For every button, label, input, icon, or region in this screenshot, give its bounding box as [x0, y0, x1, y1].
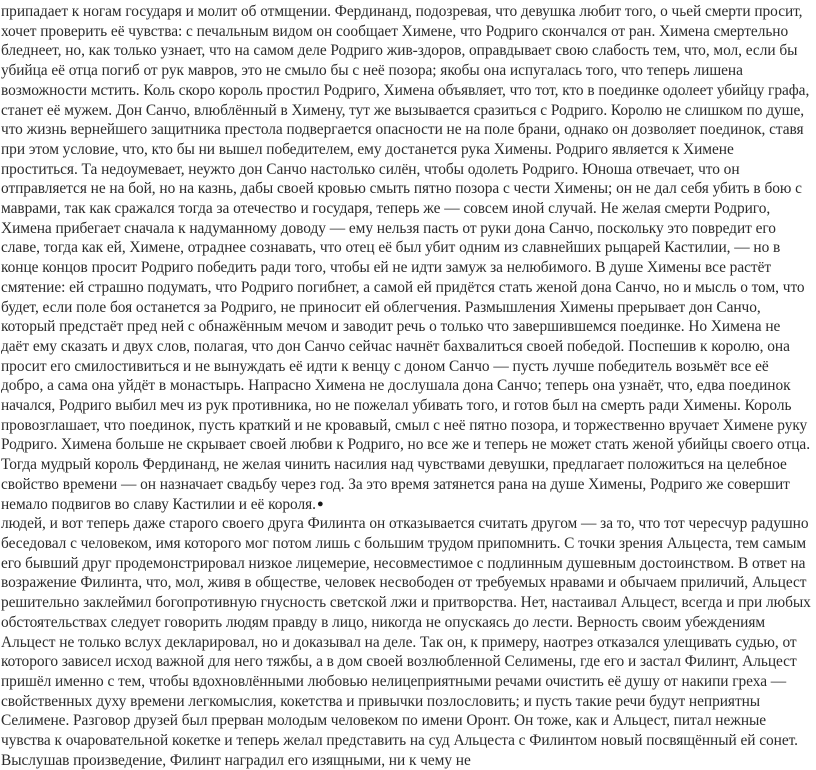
- paragraph: [1, 2, 812, 514]
- bullet-dot-icon: ●: [316, 497, 324, 510]
- paragraph: [1, 514, 812, 770]
- paragraph-text: припадает к ногам государя и молит об отмщении. Фердинанд, подозревая, что девушка любит того, о чьей смерти просит, хочет проверить её чувства: с печальным видом он сообщает Химене, что Родриго скончался от ран. Химена смертельно бледнеет, но, как только узнает, что на самом деле Родриго жив-здоров, оправдывает свою слабость тем, что, мол, если бы убийца её отца погиб от рук мавров, это не смыло бы с неё позора; якобы она испугалась того, что теперь лишена возможности мстить. Коль скоро король простил Родриго, Химена объявляет, что тот, кто в поединке одолеет убийцу графа, станет её мужем. Дон Санчо, влюблённый в Химену, тут же вызывается сразиться с Родриго. Королю не слишком по душе, что жизнь вернейшего защитника престола подвергается опасности не на поле брани, однако он дозволяет поединок, ставя при этом условие, что, кто бы ни вышел победителем, ему достанется рука Химены. Родриго является к Химене проститься. Та недоумевает, неужто дон Санчо настолько силён, чтобы одолеть Родриго. Юноша отвечает, что он отправляется не на бой, но на казнь, дабы своей кровью смыть пятно позора с чести Химены; он не дал себя убить в бою с маврами, так как сражался тогда за отечество и государя, теперь же — совсем иной случай. Не желая смерти Родриго, Химена прибегает сначала к надуманному доводу — ему нельзя пасть от руки дона Санчо, поскольку это повредит его славе, тогда как ей, Химене, отраднее сознавать, что отец её был убит одним из славнейших рыцарей Кастилии, — но в конце концов просит Родриго победить ради того, чтобы ей не идти замуж за нелюбимого. В душе Химены все растёт смятение: ей страшно подумать, что Родриго погибнет, а самой ей придётся стать женой дона Санчо, но и мысль о том, что будет, если поле боя останется за Родриго, не приносит ей облегчения. Размышления Химены прерывает дон Санчо, который предстаёт пред ней с обнажённым мечом и заводит речь о только что завершившемся поединке. Но Химена не даёт ему сказать и двух слов, полагая, что дон Санчо сейчас начнёт бахвалиться своей победой. Поспешив к королю, она просит его смилостивиться и не вынуждать её идти к венцу с доном Санчо — пусть лучше победитель возьмёт все её добро, а сама она уйдёт в монастырь. Напрасно Химена не дослушала дона Санчо; теперь она узнаёт, что, едва поединок начался, Родриго выбил меч из рук противника, но не пожелал убивать того, и готов был на смерть ради Химены. Король провозглашает, что поединок, пусть краткий и не кровавый, смыл с неё пятно позора, и торжественно вручает Химене руку Родриго. Химена больше не скрывает своей любви к Родриго, но все же и теперь не может стать женой убийцы своего отца. Тогда мудрый король Фердинанд, не желая чинить насилия над чувствами девушки, предлагает положиться на целебное свойство времени — он назначает свадьбу через год. За это время затянется рана на душе Химены, Родриго же совершит немало подвигов во славу Кастилии и её короля.: [1, 3, 811, 513]
- paragraph-text: людей, и вот теперь даже старого своего друга Филинта он отказывается считать другом — за то, что тот чересчур радушно беседовал с человеком, имя которого мог потом лишь с большим трудом припомнить. С точки зрения Альцеста, тем самым его бывший друг продемонстрировал низкое лицемерие, несовместимое с подлинным душевным достоинством. В ответ на возражение Филинта, что, мол, живя в обществе, человек несвободен от требуемых нравами и обычаем приличий, Альцест решительно заклеймил богопротивную гнусность светской лжи и притворства. Нет, настаивал Альцест, всегда и при любых обстоятельствах следует говорить людям правду в лицо, никогда не опускаясь до лести. Верность своим убеждениям Альцест не только вслух декларировал, но и доказывал на деле. Так он, к примеру, наотрез отказался улещивать судью, от которого зависел исход важной для него тяжбы, а в дом своей возлюбленной Селимены, где его и застал Филинт, Альцест пришёл именно с тем, чтобы вдохновлёнными любовью нелицеприятными речами очистить её душу от накипи греха — свойственных духу времени легкомыслия, кокетства и привычки позлословить; и пусть такие речи будут неприятны Селимене. Разговор друзей был прерван молодым человеком по имени Оронт. Он тоже, как и Альцест, питал нежные чувства к очаровательной кокетке и теперь желал представить на суд Альцеста с Филинтом новый посвящённый ей сонет. Выслушав произведение, Филинт наградил его изящными, ни к чему не: [1, 515, 811, 769]
